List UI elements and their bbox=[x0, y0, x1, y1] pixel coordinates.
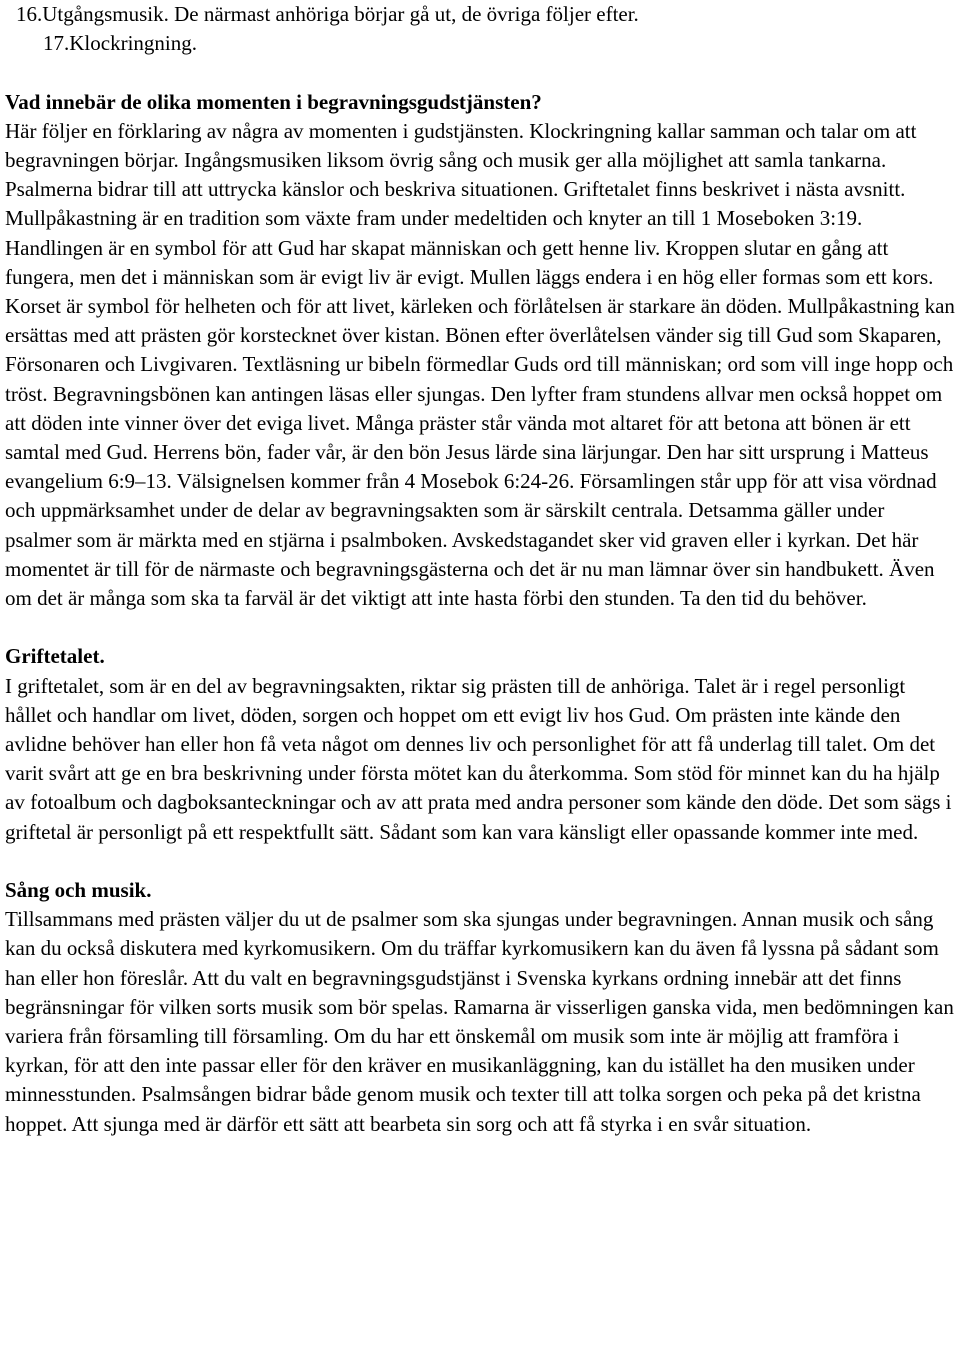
section-heading-griftetalet: Griftetalet. bbox=[5, 644, 105, 669]
section-heading-moments: Vad innebär de olika momenten i begravningsgudstjänsten? bbox=[5, 89, 542, 114]
spacer bbox=[5, 847, 955, 876]
list-item-16: 16.Utgångsmusik. De närmast anhöriga börjar gå ut, de övriga följer efter. bbox=[16, 2, 639, 26]
list-item-17: 17.Klockringning. bbox=[43, 31, 197, 56]
spacer bbox=[5, 58, 955, 87]
section-body-griftetalet: I griftetalet, som är en del av begravningsakten, riktar sig prästen till de anhöriga. Talet är i regel personligt hållet och handlar om livet, döden, sorgen och hoppet om ett evigt liv hos Gud. Om prästen inte kände den avlidne behöver han eller hon få veta något om dennes liv och personlighet för att få underlag till talet. Om det varit svårt att ge en bra beskrivning under första mötet kan du återkomma. Som stöd för minnet kan du ha hjälp av fotoalbum och dagboksanteckningar och av att prata med andra personer som kände den döde. Det som sägs i griftetal är personligt på ett respektfullt sätt. Sådant som kan vara känsligt eller opassande kommer inte med. bbox=[5, 673, 952, 844]
spacer bbox=[5, 613, 955, 642]
section-body-sang-och-musik: Tillsammans med prästen väljer du ut de psalmer som ska sjungas under begravningen. Annan musik och sång kan du också diskutera med kyrkomusikern. Om du träffar kyrkomusikern kan du även få lyssna på sådant som han eller hon föreslår. Att du valt en begravningsgudstjänst i Svenska kyrkans ordning innebär att det finns begränsningar för vilken sorts musik som bör spelas. Ramarna är visserligen ganska vida, men bedömningen kan variera från församling till församling. Om du har ett önskemål om musik som inte är möjlig att framföra i kyrkan, för att den inte passar eller för den kräver en musikanläggning, kan du istället ha den musiken under minnesstunden. Psalmsången bidrar både genom musik och texter till att tolka sorgen och peka på det kristna hoppet. Att sjunga med är därför ett sätt att bearbeta sin sorg och att få styrka i en svår situation. bbox=[5, 907, 954, 1136]
section-heading-sang-och-musik: Sång och musik. bbox=[5, 878, 152, 903]
section-body-moments: Här följer en förklaring av några av momenten i gudstjänsten. Klockringning kallar samman och talar om att begravningen börjar. Ingångsmusiken liksom övrig sång och musik ger alla möjlighet att samla tankarna. Psalmerna bidrar till att uttrycka känslor och beskriva situationen. Griftetalet finns beskrivet i nästa avsnitt. Mullpåkastning är en tradition som växte fram under medeltiden och knyter an till 1 Moseboken 3:19. Handlingen är en symbol för att Gud har skapat människan och gett henne liv. Kroppen slutar en gång att fungera, men det i människan som är evigt liv är evigt. Mullen läggs endera i en hög eller formas som ett kors. Korset är symbol för helheten och för att livet, kärleken och förlåtelsen är starkare än döden. Mullpåkastning kan ersättas med att prästen gör korstecknet över kistan. Bönen efter överlåtelsen vänder sig till Gud som Skaparen, Försonaren och Livgivaren. Textläsning ur bibeln förmedlar Guds ord till människan; ord som vill inge hopp och tröst. Begravningsbönen kan antingen läsas eller sjungas. Den lyfter fram stundens allvar men också hoppet om att döden inte vinner över det eviga livet. Många präster står vända mot altaret för att betona att bönen är ett samtal med Gud. Herrens bön, fader vår, är den bön Jesus lärde sina lärjungar. Den har sitt ursprung i Matteus evangelium 6:9–13. Välsignelsen kommer från 4 Mosebok 6:24-26. Församlingen står upp för att visa vördnad och uppmärksamhet under de delar av begravningsakten som är särskilt centrala. Detsamma gäller under psalmer som är märkta med en stjärna i psalmboken. Avskedstagandet sker vid graven eller i kyrkan. Det här momentet är till för de närmaste och begravningsgästerna och det är nu man lämnar över sin handbukett. Även om det är många som ska ta farväl är det viktigt att inte hasta förbi den stunden. Ta den tid du behöver. bbox=[5, 118, 955, 611]
document-page bbox=[5, 0, 955, 1139]
